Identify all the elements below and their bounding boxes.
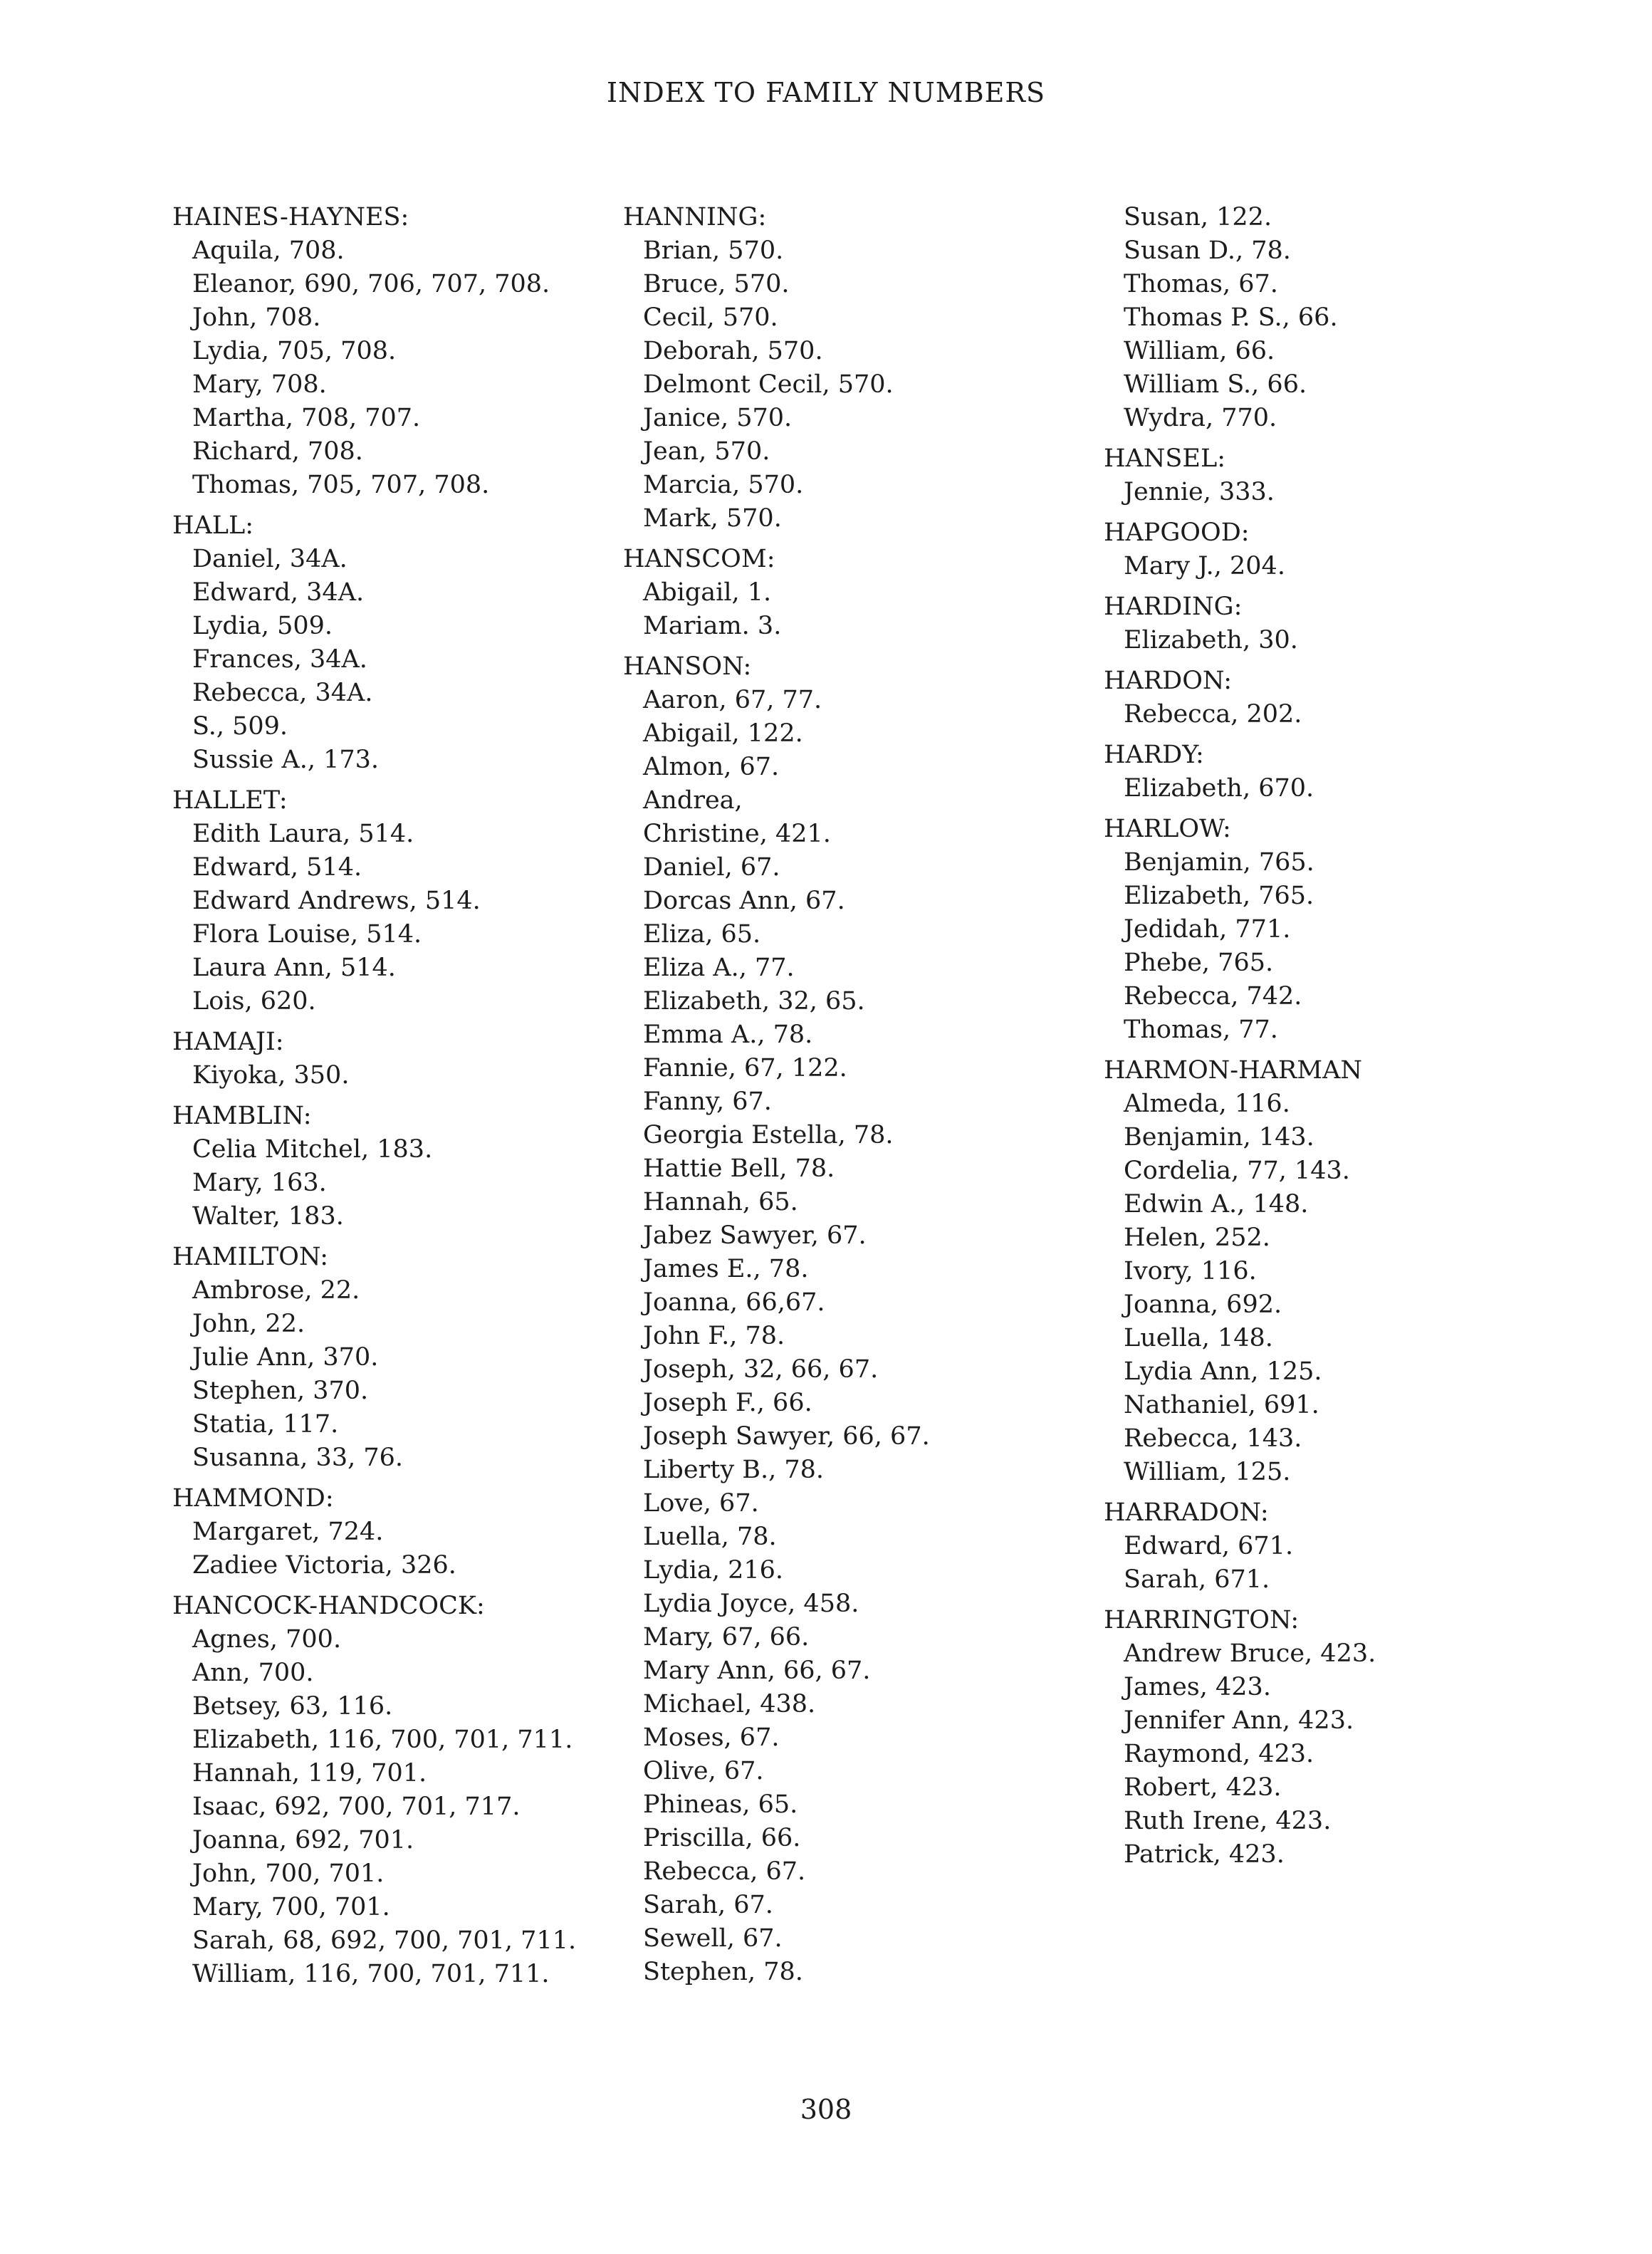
index-entry: Marcia, 570. — [643, 471, 804, 499]
surname-group — [1104, 739, 1602, 805]
index-entry: Julie Ann, 370. — [192, 1343, 379, 1372]
index-entry: Sarah, 68, 692, 700, 701, 711. — [192, 1926, 577, 1955]
index-entry: Edward, 671. — [1124, 1532, 1294, 1560]
index-entry: Raymond, 423. — [1124, 1740, 1314, 1768]
surname-group — [623, 201, 1122, 536]
surname-group — [1104, 813, 1602, 1047]
index-entry: Sarah, 671. — [1124, 1565, 1270, 1594]
surname-heading: HARDY: — [1104, 741, 1204, 769]
surname-group — [1104, 664, 1602, 731]
index-entry: Joseph, 32, 66, 67. — [643, 1355, 879, 1384]
surname-group — [172, 1100, 671, 1233]
index-entry: Isaac, 692, 700, 701, 717. — [192, 1793, 521, 1821]
surname-group — [172, 509, 671, 777]
index-entry: Abigail, 122. — [643, 719, 803, 748]
index-entry: Lydia, 509. — [192, 612, 333, 640]
index-entry: Lydia, 216. — [643, 1556, 784, 1585]
surname-heading: HANSCOM: — [623, 545, 775, 573]
index-entry: Joanna, 692. — [1124, 1290, 1282, 1319]
index-entry: Daniel, 67. — [643, 853, 780, 882]
index-entry: Patrick, 423. — [1124, 1840, 1285, 1869]
index-entry: Statia, 117. — [192, 1410, 339, 1439]
index-entry: Delmont Cecil, 570. — [643, 370, 894, 399]
index-entry: Eleanor, 690, 706, 707, 708. — [192, 270, 550, 298]
index-entry: Hannah, 119, 701. — [192, 1759, 427, 1788]
index-entry: Stephen, 78. — [643, 1958, 803, 1986]
index-entry: Brian, 570. — [643, 236, 784, 265]
index-entry: Almeda, 116. — [1124, 1090, 1290, 1118]
index-entry: Georgia Estella, 78. — [643, 1121, 894, 1149]
index-entry: Mark, 570. — [643, 504, 782, 533]
surname-heading: HANSEL: — [1104, 444, 1225, 473]
surname-group — [1104, 1496, 1602, 1597]
index-entry: Janice, 570. — [643, 404, 793, 432]
index-entry: Rebecca, 67. — [643, 1857, 806, 1886]
index-entry: Joanna, 692, 701. — [192, 1826, 414, 1854]
index-entry: James, 423. — [1124, 1673, 1271, 1701]
index-entry: Daniel, 34A. — [192, 545, 347, 573]
index-entry: Zadiee Victoria, 326. — [192, 1551, 456, 1580]
index-entry: Luella, 78. — [643, 1523, 777, 1551]
index-entry: Cecil, 570. — [643, 303, 778, 332]
surname-heading: HARRINGTON: — [1104, 1606, 1300, 1634]
index-entry: Laura Ann, 514. — [192, 954, 396, 982]
index-entry: Lydia Joyce, 458. — [643, 1590, 859, 1618]
index-entry: Sarah, 67. — [643, 1891, 773, 1919]
index-entry: Benjamin, 143. — [1124, 1123, 1314, 1152]
index-entry: Benjamin, 765. — [1124, 848, 1314, 877]
index-entry: Margaret, 724. — [192, 1518, 384, 1546]
index-entry: Mary Ann, 66, 67. — [643, 1656, 871, 1685]
index-entry: Helen, 252. — [1124, 1223, 1270, 1252]
index-entry: Susanna, 33, 76. — [192, 1444, 403, 1472]
surname-heading: HARLOW: — [1104, 815, 1231, 843]
index-entry: Dorcas Ann, 67. — [643, 887, 845, 915]
index-entry: Edward Andrews, 514. — [192, 887, 481, 915]
index-entry: Lois, 620. — [192, 987, 316, 1016]
index-entry: Agnes, 700. — [192, 1625, 342, 1654]
index-entry: John, 22. — [192, 1310, 305, 1338]
index-entry: Love, 67. — [643, 1489, 759, 1518]
index-entry: John, 700, 701. — [192, 1859, 385, 1888]
index-entry: Robert, 423. — [1124, 1773, 1282, 1802]
index-entry: Fannie, 67, 122. — [643, 1054, 847, 1082]
index-entry: Celia Mitchel, 183. — [192, 1135, 433, 1164]
index-entry: Mary, 700, 701. — [192, 1893, 390, 1921]
index-entry: Fanny, 67. — [643, 1087, 772, 1116]
index-entry: Almon, 67. — [643, 753, 780, 781]
index-entry: Ivory, 116. — [1124, 1257, 1257, 1285]
index-entry: James E., 78. — [643, 1255, 809, 1283]
surname-group — [1104, 1054, 1602, 1489]
index-entry: Christine, 421. — [643, 820, 831, 848]
index-column-1 — [172, 201, 671, 1998]
surname-heading: HARDON: — [1104, 667, 1233, 695]
index-entry: Edith Laura, 514. — [192, 820, 414, 848]
index-entry: Edward, 34A. — [192, 578, 365, 607]
index-entry: Elizabeth, 32, 65. — [643, 987, 865, 1016]
page-title: INDEX TO FAMILY NUMBERS — [606, 77, 1046, 108]
index-entry: William S., 66. — [1124, 370, 1307, 399]
index-entry: Joseph F., 66. — [643, 1389, 812, 1417]
surname-heading: HARMON-HARMAN — [1104, 1056, 1363, 1085]
surname-group — [172, 1482, 671, 1582]
index-entry: Olive, 67. — [643, 1757, 764, 1785]
index-entry: Sussie A., 173. — [192, 746, 380, 774]
index-entry: Walter, 183. — [192, 1202, 344, 1231]
index-entry: Michael, 438. — [643, 1690, 816, 1718]
index-column-3 — [1104, 201, 1602, 1879]
index-entry: Elizabeth, 670. — [1124, 774, 1314, 803]
surname-heading: HANCOCK-HANDCOCK: — [172, 1592, 485, 1620]
index-entry: Rebecca, 742. — [1124, 982, 1302, 1011]
surname-heading: HARRADON: — [1104, 1498, 1269, 1527]
surname-group — [172, 201, 671, 502]
index-entry: Phineas, 65. — [643, 1790, 798, 1819]
index-entry: Cordelia, 77, 143. — [1124, 1157, 1350, 1185]
index-entry: Nathaniel, 691. — [1124, 1391, 1319, 1419]
surname-group — [1104, 201, 1602, 435]
index-entry: Elizabeth, 30. — [1124, 626, 1298, 654]
surname-heading: HAMBLIN: — [172, 1102, 312, 1130]
page-number: 308 — [800, 2094, 852, 2125]
index-entry: Hannah, 65. — [643, 1188, 798, 1216]
index-entry: Martha, 708, 707. — [192, 404, 421, 432]
index-entry: Thomas, 705, 707, 708. — [192, 471, 490, 499]
index-entry: Richard, 708. — [192, 437, 363, 466]
index-column-2 — [623, 201, 1122, 1996]
index-entry: S., 509. — [192, 712, 288, 741]
surname-heading: HAMMOND: — [172, 1484, 334, 1513]
index-entry: Eliza, 65. — [643, 920, 761, 949]
surname-heading: HALL: — [172, 511, 254, 540]
index-entry: Luella, 148. — [1124, 1324, 1273, 1352]
index-entry: Abigail, 1. — [643, 578, 772, 607]
index-entry: Liberty B., 78. — [643, 1456, 825, 1484]
surname-heading: HAMAJI: — [172, 1028, 284, 1056]
index-entry: Elizabeth, 116, 700, 701, 711. — [192, 1726, 573, 1754]
index-entry: Mary, 708. — [192, 370, 327, 399]
index-entry: Lydia Ann, 125. — [1124, 1357, 1322, 1386]
index-entry: Thomas, 77. — [1124, 1016, 1278, 1044]
index-entry: Thomas, 67. — [1124, 270, 1278, 298]
index-entry: Mary, 163. — [192, 1169, 327, 1197]
surname-group — [172, 1241, 671, 1475]
index-entry: Wydra, 770. — [1124, 404, 1277, 432]
surname-group — [623, 650, 1122, 1989]
index-entry: Phebe, 765. — [1124, 949, 1274, 977]
index-entry: Sewell, 67. — [643, 1924, 783, 1953]
index-entry: John F., 78. — [643, 1322, 785, 1350]
surname-group — [1104, 1604, 1602, 1872]
surname-group — [172, 784, 671, 1018]
index-entry: Ruth Irene, 423. — [1124, 1807, 1332, 1835]
index-entry: Jean, 570. — [643, 437, 770, 466]
index-entry: Jennie, 333. — [1124, 478, 1275, 506]
index-entry: Ann, 700. — [192, 1659, 314, 1687]
index-entry: Betsey, 63, 116. — [192, 1692, 393, 1721]
surname-heading: HAPGOOD: — [1104, 518, 1250, 547]
index-entry: Edward, 514. — [192, 853, 362, 882]
index-entry: Jabez Sawyer, 67. — [643, 1221, 867, 1250]
index-entry: William, 116, 700, 701, 711. — [192, 1960, 550, 1988]
index-entry: Stephen, 370. — [192, 1377, 369, 1405]
index-entry: Edwin A., 148. — [1124, 1190, 1309, 1219]
surname-heading: HAMILTON: — [172, 1243, 329, 1271]
index-entry: Eliza A., 77. — [643, 954, 795, 982]
index-entry: John, 708. — [192, 303, 321, 332]
index-entry: Andrew Bruce, 423. — [1124, 1639, 1376, 1668]
surname-group — [172, 1026, 671, 1092]
surname-heading: HALLET: — [172, 786, 288, 815]
index-entry: Mary, 67, 66. — [643, 1623, 810, 1652]
surname-heading: HARDING: — [1104, 593, 1243, 621]
index-entry: Ambrose, 22. — [192, 1276, 360, 1305]
index-entry: Thomas P. S., 66. — [1124, 303, 1338, 332]
index-entry: Moses, 67. — [643, 1723, 780, 1752]
surname-heading: HAINES-HAYNES: — [172, 203, 409, 231]
index-entry: Bruce, 570. — [643, 270, 790, 298]
surname-group — [172, 1590, 671, 1991]
index-entry: Joseph Sawyer, 66, 67. — [643, 1422, 930, 1451]
index-entry: Deborah, 570. — [643, 337, 823, 365]
index-entry: Hattie Bell, 78. — [643, 1154, 835, 1183]
index-entry: Aquila, 708. — [192, 236, 345, 265]
index-entry: Priscilla, 66. — [643, 1824, 801, 1852]
index-entry: Lydia, 705, 708. — [192, 337, 397, 365]
index-entry: Rebecca, 202. — [1124, 700, 1302, 729]
index-entry: Jedidah, 771. — [1124, 915, 1291, 944]
index-entry: Kiyoka, 350. — [192, 1061, 350, 1090]
index-entry: Rebecca, 34A. — [192, 679, 373, 707]
index-entry: Emma A., 78. — [643, 1021, 813, 1049]
surname-group — [1104, 442, 1602, 509]
index-entry: Susan, 122. — [1124, 203, 1272, 231]
index-entry: Rebecca, 143. — [1124, 1424, 1302, 1453]
index-entry: Mary J., 204. — [1124, 552, 1285, 580]
index-entry: Susan D., 78. — [1124, 236, 1291, 265]
index-entry: Andrea, — [643, 786, 743, 815]
index-entry: Elizabeth, 765. — [1124, 882, 1314, 910]
index-entry: William, 66. — [1124, 337, 1275, 365]
surname-heading: HANSON: — [623, 652, 752, 681]
index-entry: Jennifer Ann, 423. — [1124, 1706, 1354, 1735]
surname-heading: HANNING: — [623, 203, 767, 231]
index-entry: Frances, 34A. — [192, 645, 367, 674]
surname-group — [1104, 516, 1602, 583]
index-entry: Mariam. 3. — [643, 612, 782, 640]
index-entry: Joanna, 66,67. — [643, 1288, 825, 1317]
index-entry: William, 125. — [1124, 1458, 1291, 1486]
index-entry: Flora Louise, 514. — [192, 920, 422, 949]
surname-group — [623, 543, 1122, 643]
surname-group — [1104, 590, 1602, 657]
index-entry: Aaron, 67, 77. — [643, 686, 822, 714]
